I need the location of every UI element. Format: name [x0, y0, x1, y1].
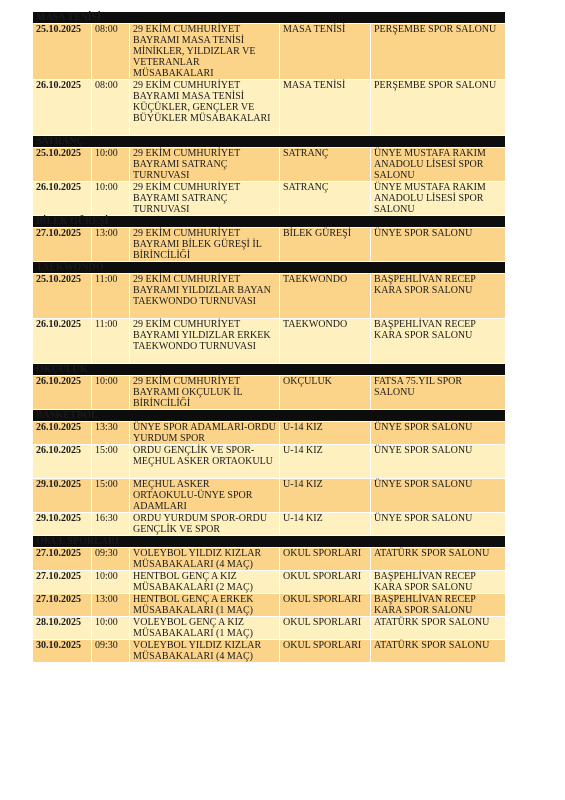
event-branch: U-14 KIZ [280, 422, 371, 445]
event-name: VOLEYBOL YILDIZ KIZLAR MÜSABAKALARI (4 MAÇ) [130, 548, 280, 571]
event-venue: BAŞPEHLİVAN RECEP KARA SPOR SALONU [371, 274, 505, 319]
event-name: 29 EKİM CUMHURİYET BAYRAMI BİLEK GÜREŞİ İL BİRİNCİLİĞİ [130, 228, 280, 262]
event-date: 28.10.2025 [33, 617, 92, 640]
event-name: ORDU GENÇLİK VE SPOR-MEÇHUL ASKER ORTAOKULU [130, 445, 280, 479]
event-date: 25.10.2025 [33, 148, 92, 182]
event-name: 29 EKİM CUMHURİYET BAYRAMI YILDIZLAR ERKEK TAEKWONDO TURNUVASI [130, 319, 280, 364]
event-time: 16:30 [92, 513, 130, 536]
event-time: 08:00 [92, 80, 130, 136]
event-date: 26.10.2025 [33, 80, 92, 136]
event-branch: OKUL SPORLARI [280, 548, 371, 571]
event-venue: ÜNYE MUSTAFA RAKIM ANADOLU LİSESİ SPOR SALONU [371, 148, 505, 182]
event-row [33, 445, 505, 479]
event-name: 29 EKİM CUMHURİYET BAYRAMI SATRANÇ TURNUVASI [130, 148, 280, 182]
section-header-row [33, 262, 505, 274]
event-name: 29 EKİM CUMHURİYET BAYRAMI OKÇULUK İL BİRİNCİLİĞİ [130, 376, 280, 410]
event-branch: TAEKWONDO [280, 319, 371, 364]
event-branch: U-14 KIZ [280, 479, 371, 513]
event-date: 26.10.2025 [33, 422, 92, 445]
event-venue: ATATÜRK SPOR SALONU [371, 617, 505, 640]
section-title: BİLEK GÜREŞİ [33, 216, 505, 228]
event-time: 09:30 [92, 548, 130, 571]
event-time: 10:00 [92, 182, 130, 216]
event-row [33, 148, 505, 182]
event-venue: BAŞPEHLİVAN RECEP KARA SPOR SALONU [371, 594, 505, 617]
event-row [33, 513, 505, 536]
event-date: 27.10.2025 [33, 571, 92, 594]
section-header-row [33, 216, 505, 228]
event-name: VOLEYBOL GENÇ A KIZ MÜSABAKALARI (1 MAÇ) [130, 617, 280, 640]
section-title: BASKETBOL [33, 410, 505, 422]
event-time: 15:00 [92, 479, 130, 513]
event-row [33, 594, 505, 617]
event-date: 25.10.2025 [33, 274, 92, 319]
event-row [33, 274, 505, 319]
event-row [33, 548, 505, 571]
section-header-row [33, 364, 505, 376]
event-date: 26.10.2025 [33, 182, 92, 216]
event-name: 29 EKİM CUMHURİYET BAYRAMI MASA TENİSİ MİNİKLER, YILDIZLAR VE VETERANLAR MÜSABAKALARI [130, 24, 280, 80]
event-time: 09:30 [92, 640, 130, 663]
event-row [33, 571, 505, 594]
event-date: 26.10.2025 [33, 319, 92, 364]
event-branch: SATRANÇ [280, 148, 371, 182]
event-date: 25.10.2025 [33, 24, 92, 80]
event-date: 27.10.2025 [33, 548, 92, 571]
event-row [33, 479, 505, 513]
section-title: OKÇULUK [33, 364, 505, 376]
event-time: 15:00 [92, 445, 130, 479]
section-title: OKUL SPORLARI [33, 536, 505, 548]
event-branch: U-14 KIZ [280, 445, 371, 479]
event-name: HENTBOL GENÇ A ERKEK MÜSABAKALARI (1 MAÇ) [130, 594, 280, 617]
event-branch: OKUL SPORLARI [280, 617, 371, 640]
event-venue: PERŞEMBE SPOR SALONU [371, 24, 505, 80]
event-venue: ÜNYE SPOR SALONU [371, 445, 505, 479]
event-branch: BİLEK GÜREŞİ [280, 228, 371, 262]
section-header-row [33, 136, 505, 148]
event-branch: OKUL SPORLARI [280, 640, 371, 663]
event-date: 27.10.2025 [33, 228, 92, 262]
event-date: 29.10.2025 [33, 479, 92, 513]
event-name: 29 EKİM CUMHURİYET BAYRAMI YILDIZLAR BAYAN TAEKWONDO TURNUVASI [130, 274, 280, 319]
event-venue: ÜNYE SPOR SALONU [371, 422, 505, 445]
event-name: ÜNYE SPOR ADAMLARI-ORDU YURDUM SPOR [130, 422, 280, 445]
event-venue: ÜNYE SPOR SALONU [371, 228, 505, 262]
event-name: 29 EKİM CUMHURİYET BAYRAMI SATRANÇ TURNUVASI [130, 182, 280, 216]
section-header-row [33, 536, 505, 548]
event-date: 26.10.2025 [33, 376, 92, 410]
event-time: 11:00 [92, 274, 130, 319]
event-time: 10:00 [92, 148, 130, 182]
event-venue: ATATÜRK SPOR SALONU [371, 640, 505, 663]
event-schedule-table [33, 12, 505, 663]
section-header-row [33, 12, 505, 24]
event-branch: MASA TENİSİ [280, 80, 371, 136]
event-venue: ÜNYE SPOR SALONU [371, 479, 505, 513]
event-name: MEÇHUL ASKER ORTAOKULU-ÜNYE SPOR ADAMLARI [130, 479, 280, 513]
event-row [33, 182, 505, 216]
event-venue: ATATÜRK SPOR SALONU [371, 548, 505, 571]
event-date: 29.10.2025 [33, 513, 92, 536]
event-time: 10:00 [92, 376, 130, 410]
event-date: 26.10.2025 [33, 445, 92, 479]
schedule-body [33, 12, 505, 663]
event-row [33, 319, 505, 364]
event-row [33, 617, 505, 640]
event-name: HENTBOL GENÇ A KIZ MÜSABAKALARI (2 MAÇ) [130, 571, 280, 594]
event-time: 08:00 [92, 24, 130, 80]
event-date: 27.10.2025 [33, 594, 92, 617]
event-branch: SATRANÇ [280, 182, 371, 216]
event-branch: MASA TENİSİ [280, 24, 371, 80]
section-header-row [33, 410, 505, 422]
event-name: VOLEYBOL YILDIZ KIZLAR MÜSABAKALARI (4 MAÇ) [130, 640, 280, 663]
event-venue: PERŞEMBE SPOR SALONU [371, 80, 505, 136]
event-branch: OKUL SPORLARI [280, 571, 371, 594]
event-time: 13:30 [92, 422, 130, 445]
event-branch: U-14 KIZ [280, 513, 371, 536]
event-row [33, 640, 505, 663]
event-time: 13:00 [92, 594, 130, 617]
section-title: TAEKWONDO [33, 262, 505, 274]
event-row [33, 376, 505, 410]
event-row [33, 24, 505, 80]
event-venue: ÜNYE SPOR SALONU [371, 513, 505, 536]
event-venue: ÜNYE MUSTAFA RAKIM ANADOLU LİSESİ SPOR SALONU [371, 182, 505, 216]
event-time: 13:00 [92, 228, 130, 262]
event-row [33, 80, 505, 136]
event-time: 11:00 [92, 319, 130, 364]
event-row [33, 228, 505, 262]
event-venue: FATSA 75.YIL SPOR SALONU [371, 376, 505, 410]
event-branch: OKÇULUK [280, 376, 371, 410]
section-title: SATRANÇ [33, 136, 505, 148]
event-branch: TAEKWONDO [280, 274, 371, 319]
event-branch: OKUL SPORLARI [280, 594, 371, 617]
section-title: MASA TENİSİ [33, 12, 505, 24]
event-venue: BAŞPEHLİVAN RECEP KARA SPOR SALONU [371, 571, 505, 594]
event-time: 10:00 [92, 617, 130, 640]
event-venue: BAŞPEHLİVAN RECEP KARA SPOR SALONU [371, 319, 505, 364]
event-date: 30.10.2025 [33, 640, 92, 663]
event-row [33, 422, 505, 445]
event-time: 10:00 [92, 571, 130, 594]
event-name: ORDU YURDUM SPOR-ORDU GENÇLİK VE SPOR [130, 513, 280, 536]
event-name: 29 EKİM CUMHURİYET BAYRAMI MASA TENİSİ KÜÇÜKLER, GENÇLER VE BÜYÜKLER MÜSABAKALARI [130, 80, 280, 136]
